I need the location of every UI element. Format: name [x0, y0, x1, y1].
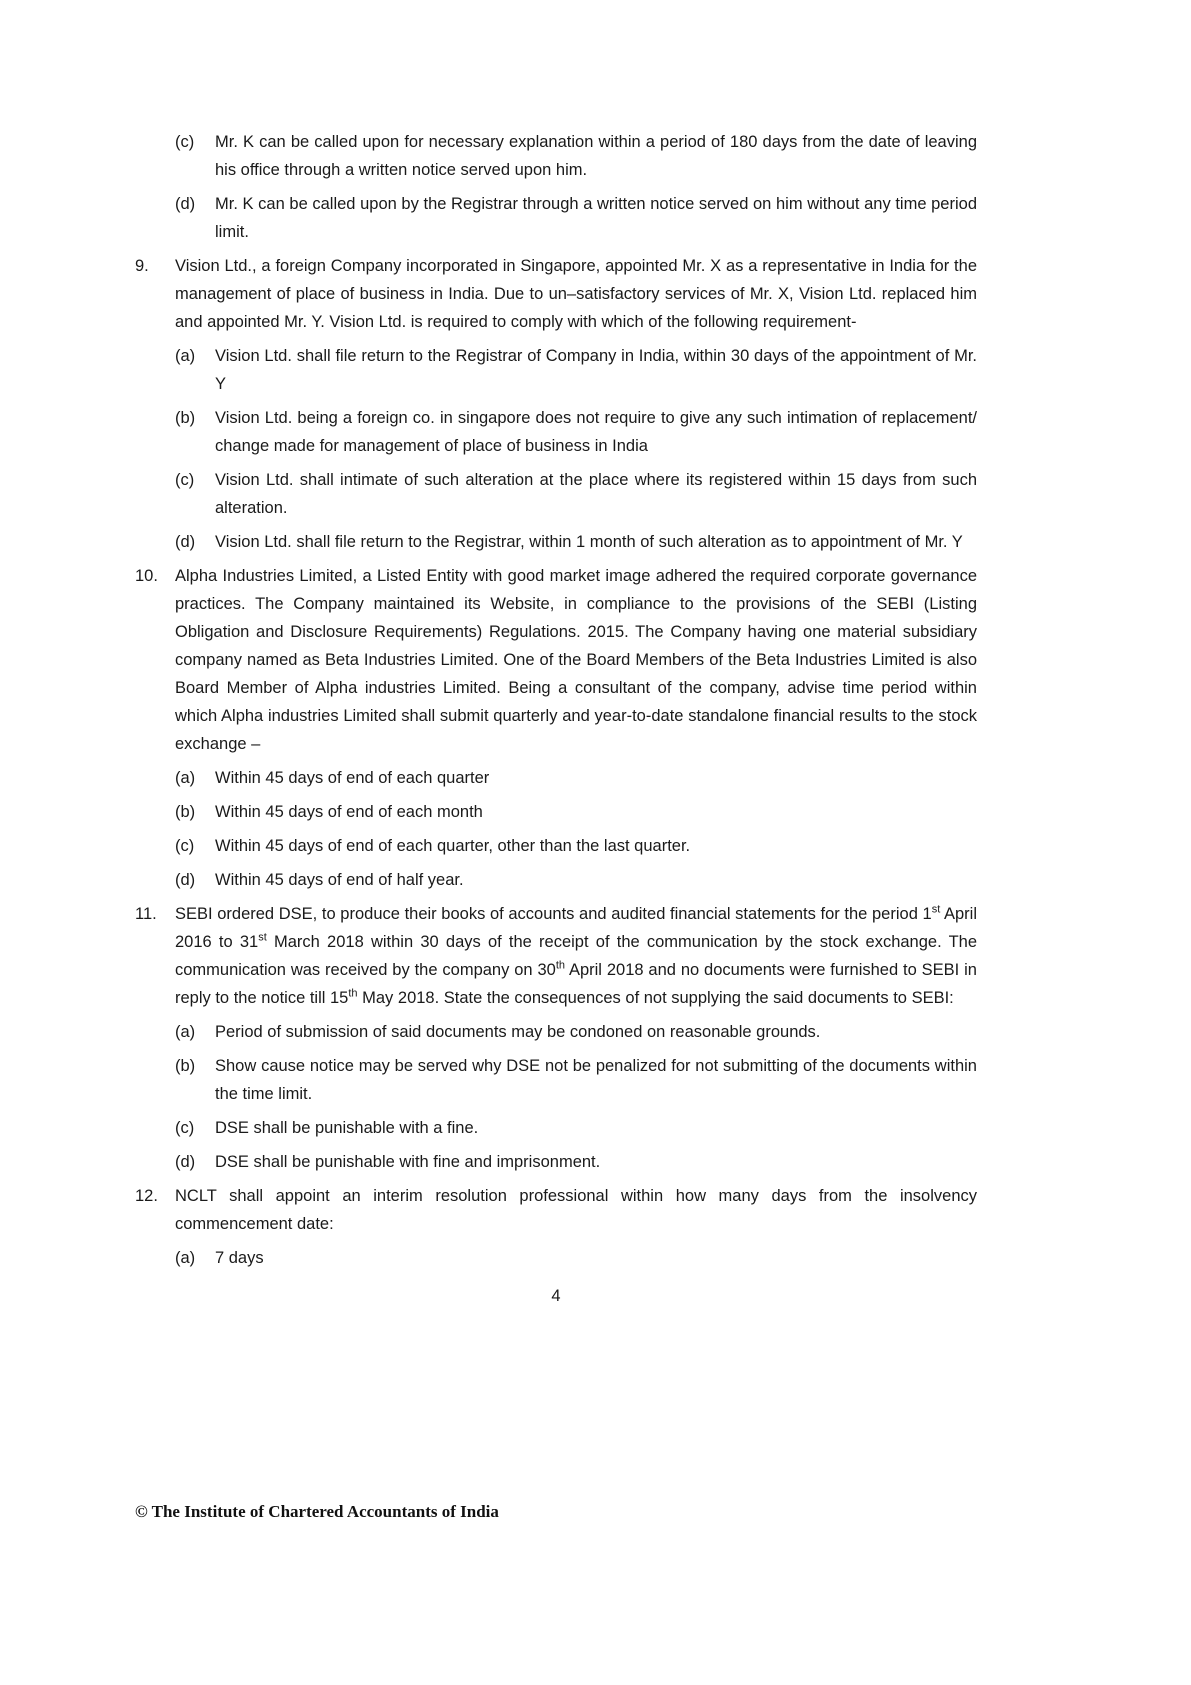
- option-letter: (b): [175, 1057, 196, 1075]
- question-9: [135, 252, 977, 336]
- answer-option: [175, 1018, 977, 1046]
- option-text: Within 45 days of end of each quarter: [215, 769, 490, 787]
- question-number: 9.: [135, 257, 149, 275]
- option-text: Within 45 days of end of each month: [215, 803, 483, 821]
- answer-option: [175, 342, 977, 398]
- option-text: DSE shall be punishable with fine and imprisonment.: [215, 1153, 601, 1171]
- answer-option: [175, 764, 977, 792]
- question-text: NCLT shall appoint an interim resolution professional within how many days from the insolvency commencement date:: [175, 1187, 977, 1233]
- answer-option: [175, 832, 977, 860]
- option-letter: (d): [175, 533, 196, 551]
- option-text: Vision Ltd. shall file return to the Registrar of Company in India, within 30 days of the appointment of Mr. Y: [215, 347, 977, 393]
- option-letter: (c): [175, 837, 195, 855]
- option-letter: (b): [175, 803, 196, 821]
- text-segment: SEBI ordered DSE, to produce their books of accounts and audited financial statements for the period 1: [175, 905, 932, 923]
- option-letter: (c): [175, 1119, 195, 1137]
- answer-option: [175, 404, 977, 460]
- question-12: [135, 1182, 977, 1238]
- option-letter: (a): [175, 769, 196, 787]
- question-11: [135, 900, 977, 1012]
- copyright-footer: © The Institute of Chartered Accountants of India: [135, 1502, 499, 1521]
- superscript: th: [555, 959, 565, 972]
- answer-option: [175, 128, 977, 184]
- option-text: Show cause notice may be served why DSE not be penalized for not submitting of the documents within the time limit.: [215, 1057, 977, 1103]
- option-letter: (c): [175, 471, 195, 489]
- text-segment: March 2018 within 30 days of the receipt of the communication by the stock exchange. The communication was received by the company on 30: [175, 933, 977, 979]
- answer-option: [175, 866, 977, 894]
- answer-option: [175, 1052, 977, 1108]
- option-letter: (a): [175, 1023, 196, 1041]
- question-10: [135, 562, 977, 758]
- option-text: Vision Ltd. shall intimate of such alteration at the place where its registered within 15 days from such alteration.: [215, 471, 977, 517]
- text-segment: April 2016 to 31: [175, 905, 977, 951]
- superscript: st: [931, 903, 941, 916]
- answer-option: [175, 798, 977, 826]
- answer-option: [175, 190, 977, 246]
- option-letter: (d): [175, 1153, 196, 1171]
- question-number: 10.: [135, 567, 158, 585]
- option-letter: (d): [175, 871, 196, 889]
- option-letter: (d): [175, 195, 196, 213]
- option-letter: (b): [175, 409, 196, 427]
- answer-option: [175, 1244, 977, 1272]
- answer-option: [175, 466, 977, 522]
- question-number: 11.: [135, 905, 157, 923]
- question-text: Alpha Industries Limited, a Listed Entity with good market image adhered the required corporate governance practices. The Company maintained its Website, in compliance to the provisions of the SEBI (Listing Obligation and Disclosure Requirements) Regulations. 2015. The Company having one material subsidiary company named as Beta Industries Limited. One of the Board Members of the Beta Industries Limited is also Board Member of Alpha industries Limited. Being a consultant of the company, advise time period within which Alpha industries Limited shall submit quarterly and year-to-date standalone financial results to the stock exchange –: [175, 567, 977, 753]
- answer-option: [175, 528, 977, 556]
- option-text: Mr. K can be called upon by the Registrar through a written notice served on him without any time period limit.: [215, 195, 977, 241]
- text-segment: April 2018 and no documents were furnished to SEBI in reply to the notice till 15: [175, 961, 977, 1007]
- question-number: 12.: [135, 1187, 158, 1205]
- option-text: Period of submission of said documents may be condoned on reasonable grounds.: [215, 1023, 821, 1041]
- option-text: Within 45 days of end of each quarter, other than the last quarter.: [215, 837, 691, 855]
- option-text: Vision Ltd. being a foreign co. in singapore does not require to give any such intimation of replacement/ change made for management of place of business in India: [215, 409, 977, 455]
- option-letter: (c): [175, 133, 195, 151]
- option-letter: (a): [175, 1249, 196, 1267]
- option-text: Within 45 days of end of half year.: [215, 871, 464, 889]
- option-letter: (a): [175, 347, 196, 365]
- option-text: Vision Ltd. shall file return to the Registrar, within 1 month of such alteration as to appointment of Mr. Y: [215, 533, 963, 551]
- answer-option: [175, 1114, 977, 1142]
- option-text: 7 days: [215, 1249, 264, 1267]
- superscript: th: [348, 987, 358, 1000]
- option-text: DSE shall be punishable with a fine.: [215, 1119, 479, 1137]
- option-text: Mr. K can be called upon for necessary explanation within a period of 180 days from the date of leaving his office through a written notice served upon him.: [215, 133, 977, 179]
- text-segment: May 2018. State the consequences of not supplying the said documents to SEBI:: [357, 989, 954, 1007]
- question-paper-content: [135, 128, 977, 1310]
- superscript: st: [258, 931, 267, 944]
- answer-option: [175, 1148, 977, 1176]
- page-number: 4: [551, 1287, 561, 1305]
- question-text: Vision Ltd., a foreign Company incorporated in Singapore, appointed Mr. X as a representative in India for the management of place of business in India. Due to un–satisfactory services of Mr. X, Vision Ltd. replaced him and appointed Mr. Y. Vision Ltd. is required to comply with which of the following requirement-: [175, 257, 977, 331]
- question-text: [175, 900, 977, 1012]
